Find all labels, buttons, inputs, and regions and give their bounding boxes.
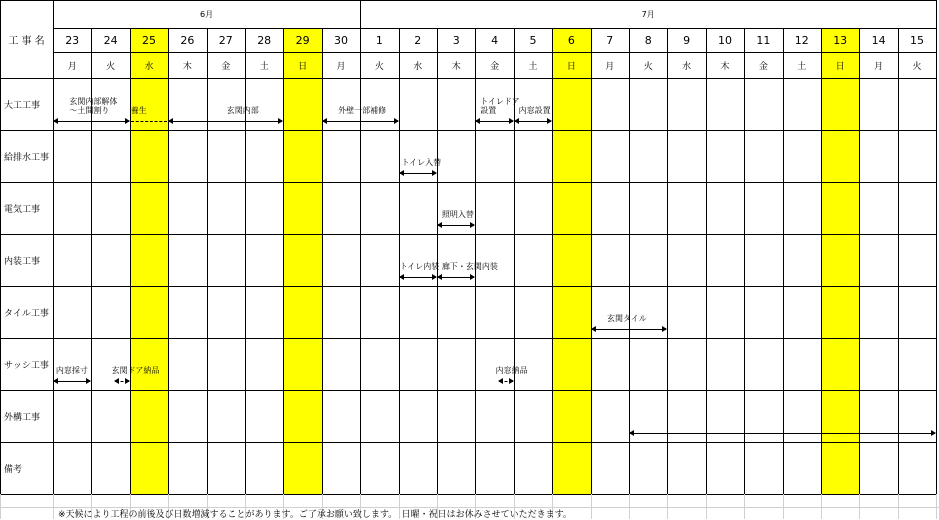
grid-line — [744, 494, 745, 519]
task-label: トイレ入替 — [401, 158, 442, 167]
month-label-july: 7月 — [641, 9, 655, 19]
task-label: 玄関内部解体 ～土間割り — [69, 97, 118, 115]
weekday-label: 金 — [758, 61, 768, 72]
weekday-label: 水 — [413, 61, 423, 72]
grid-line — [475, 28, 476, 494]
weekday-label: 火 — [106, 61, 116, 72]
grid-line — [399, 28, 400, 494]
schedule-arrow — [131, 121, 167, 122]
day-number: 13 — [833, 33, 848, 47]
grid-line — [821, 494, 822, 519]
grid-line — [0, 286, 936, 287]
day-number: 11 — [756, 33, 771, 47]
trade-name: サッシ工事 — [4, 360, 49, 371]
day-number: 15 — [909, 33, 924, 47]
grid-line — [0, 234, 936, 235]
arrow-head-left — [475, 118, 480, 124]
day-number: 8 — [644, 33, 652, 47]
footer-note: ※天候により工程の前後及び日数増減することがあります。ご了承お願い致します。 日曜・祝日はお休みさせていただきます。 — [58, 510, 572, 520]
grid-line — [898, 494, 899, 519]
weekday-label: 木 — [451, 61, 461, 72]
grid-line — [552, 28, 553, 494]
grid-line — [783, 494, 784, 519]
task-label: 内窓設置 — [518, 106, 551, 115]
arrow-head-left — [437, 222, 442, 228]
schedule-arrow — [438, 225, 474, 226]
day-number: 10 — [717, 33, 732, 47]
schedule-arrow — [115, 381, 128, 382]
grid-line — [207, 28, 208, 494]
day-number: 28 — [257, 33, 272, 47]
day-number: 12 — [794, 33, 809, 47]
arrow-head-right — [509, 378, 514, 384]
task-label: 廊下・玄関内装 — [441, 262, 498, 271]
trade-name: 備考 — [4, 464, 23, 475]
arrow-head-right — [125, 378, 130, 384]
trade-name: 大工工事 — [4, 100, 41, 111]
grid-line — [706, 494, 707, 519]
grid-line — [0, 494, 936, 495]
arrow-head-right — [278, 118, 283, 124]
arrow-head-right — [470, 274, 475, 280]
arrow-head-left — [629, 430, 634, 436]
arrow-head-left — [322, 118, 327, 124]
schedule-arrow — [592, 329, 667, 330]
grid-line — [667, 28, 668, 494]
grid-line — [859, 28, 860, 494]
task-label: 養生 — [130, 106, 147, 115]
grid-line — [859, 494, 860, 519]
grid-line — [667, 494, 668, 519]
trade-name: 内装工事 — [4, 256, 41, 267]
grid-line — [0, 442, 936, 443]
weekday-label: 土 — [259, 61, 269, 72]
weekday-label: 金 — [221, 61, 231, 72]
month-label-june: 6月 — [200, 9, 214, 19]
arrow-head-left — [168, 118, 173, 124]
trade-name: 外構工事 — [4, 412, 41, 423]
schedule-arrow — [54, 381, 90, 382]
weekday-label: 月 — [874, 61, 884, 72]
weekday-label: 土 — [528, 61, 538, 72]
weekday-label: 月 — [67, 61, 77, 72]
day-number: 14 — [871, 33, 886, 47]
grid-line — [283, 28, 284, 494]
day-number: 24 — [103, 33, 118, 47]
trade-name: 電気工事 — [4, 204, 41, 215]
task-label: 玄関タイル — [606, 314, 647, 323]
weekday-label: 木 — [720, 61, 730, 72]
grid-line — [53, 494, 54, 519]
day-number: 3 — [452, 33, 460, 47]
grid-line — [821, 28, 822, 494]
holiday-column-highlight — [821, 28, 859, 494]
schedule-arrow — [400, 277, 436, 278]
day-number: 7 — [606, 33, 614, 47]
task-label: 内窓採寸 — [55, 366, 88, 375]
arrow-head-left — [53, 118, 58, 124]
arrow-head-right — [662, 326, 667, 332]
weekday-label: 水 — [144, 61, 154, 72]
day-number: 27 — [218, 33, 233, 47]
grid-line — [0, 390, 936, 391]
grid-line — [744, 28, 745, 494]
grid-line — [245, 28, 246, 494]
weekday-label: 土 — [797, 61, 807, 72]
day-number: 5 — [529, 33, 537, 47]
arrow-head-right — [547, 118, 552, 124]
arrow-head-right — [470, 222, 475, 228]
task-label: 内窓納品 — [495, 366, 528, 375]
weekday-label: 日 — [835, 61, 845, 72]
arrow-head-left — [514, 118, 519, 124]
arrow-head-right — [931, 430, 936, 436]
grid-line — [629, 494, 630, 519]
grid-line — [936, 494, 937, 519]
grid-line — [898, 28, 899, 494]
day-number: 9 — [683, 33, 691, 47]
grid-line — [706, 28, 707, 494]
task-label: 照明入替 — [441, 210, 474, 219]
weekday-label: 火 — [912, 61, 922, 72]
arrow-head-left — [399, 274, 404, 280]
task-label: 玄関ドア納品 — [111, 366, 160, 375]
arrow-head-left — [437, 274, 442, 280]
day-number: 4 — [491, 33, 499, 47]
day-number: 25 — [141, 33, 156, 47]
holiday-column-highlight — [283, 28, 321, 494]
grid-line — [0, 338, 936, 339]
weekday-label: 金 — [490, 61, 500, 72]
arrow-head-left — [114, 378, 119, 384]
grid-line — [0, 130, 936, 131]
schedule-arrow — [499, 381, 512, 382]
schedule-arrow — [169, 121, 282, 122]
weekday-label: 火 — [643, 61, 653, 72]
schedule-arrow — [515, 121, 551, 122]
day-number: 1 — [375, 33, 383, 47]
arrow-head-left — [591, 326, 596, 332]
weekday-label: 日 — [566, 61, 576, 72]
arrow-head-right — [125, 118, 130, 124]
task-label: 玄関内部 — [226, 106, 259, 115]
grid-line — [0, 78, 936, 79]
schedule-arrow — [54, 121, 129, 122]
grid-line — [591, 28, 592, 494]
holiday-column-highlight — [130, 28, 168, 494]
weekday-label: 月 — [336, 61, 346, 72]
task-label: トイレドア 設置 — [480, 97, 520, 115]
grid-line — [130, 28, 131, 494]
arrow-head-right — [394, 118, 399, 124]
trade-name: タイル工事 — [4, 308, 49, 319]
holiday-column-highlight — [552, 28, 590, 494]
task-label: トイレ内装 — [399, 262, 440, 271]
day-number: 29 — [295, 33, 310, 47]
day-number: 30 — [333, 33, 348, 47]
day-number: 26 — [180, 33, 195, 47]
grid-line — [783, 28, 784, 494]
grid-line — [322, 28, 323, 494]
schedule-arrow — [630, 433, 935, 434]
day-number: 6 — [567, 33, 575, 47]
arrow-head-left — [498, 378, 503, 384]
grid-line — [0, 494, 1, 519]
grid-line — [591, 494, 592, 519]
arrow-head-left — [399, 170, 404, 176]
task-label: 外壁一部補修 — [338, 106, 387, 115]
arrow-head-left — [53, 378, 58, 384]
schedule-arrow — [323, 121, 398, 122]
weekday-label: 日 — [298, 61, 308, 72]
trade-name: 給排水工事 — [4, 152, 50, 163]
trade-column-header: 工 事 名 — [8, 35, 45, 47]
schedule-arrow — [400, 173, 436, 174]
weekday-label: 火 — [374, 61, 384, 72]
grid-line — [437, 28, 438, 494]
weekday-label: 木 — [182, 61, 192, 72]
grid-line — [629, 28, 630, 494]
schedule-arrow — [476, 121, 512, 122]
schedule-arrow — [438, 277, 474, 278]
arrow-head-right — [86, 378, 91, 384]
grid-line — [0, 182, 936, 183]
day-number: 23 — [65, 33, 80, 47]
day-number: 2 — [414, 33, 422, 47]
weekday-label: 月 — [605, 61, 615, 72]
arrow-head-right — [432, 170, 437, 176]
grid-line — [168, 28, 169, 494]
weekday-label: 水 — [682, 61, 692, 72]
